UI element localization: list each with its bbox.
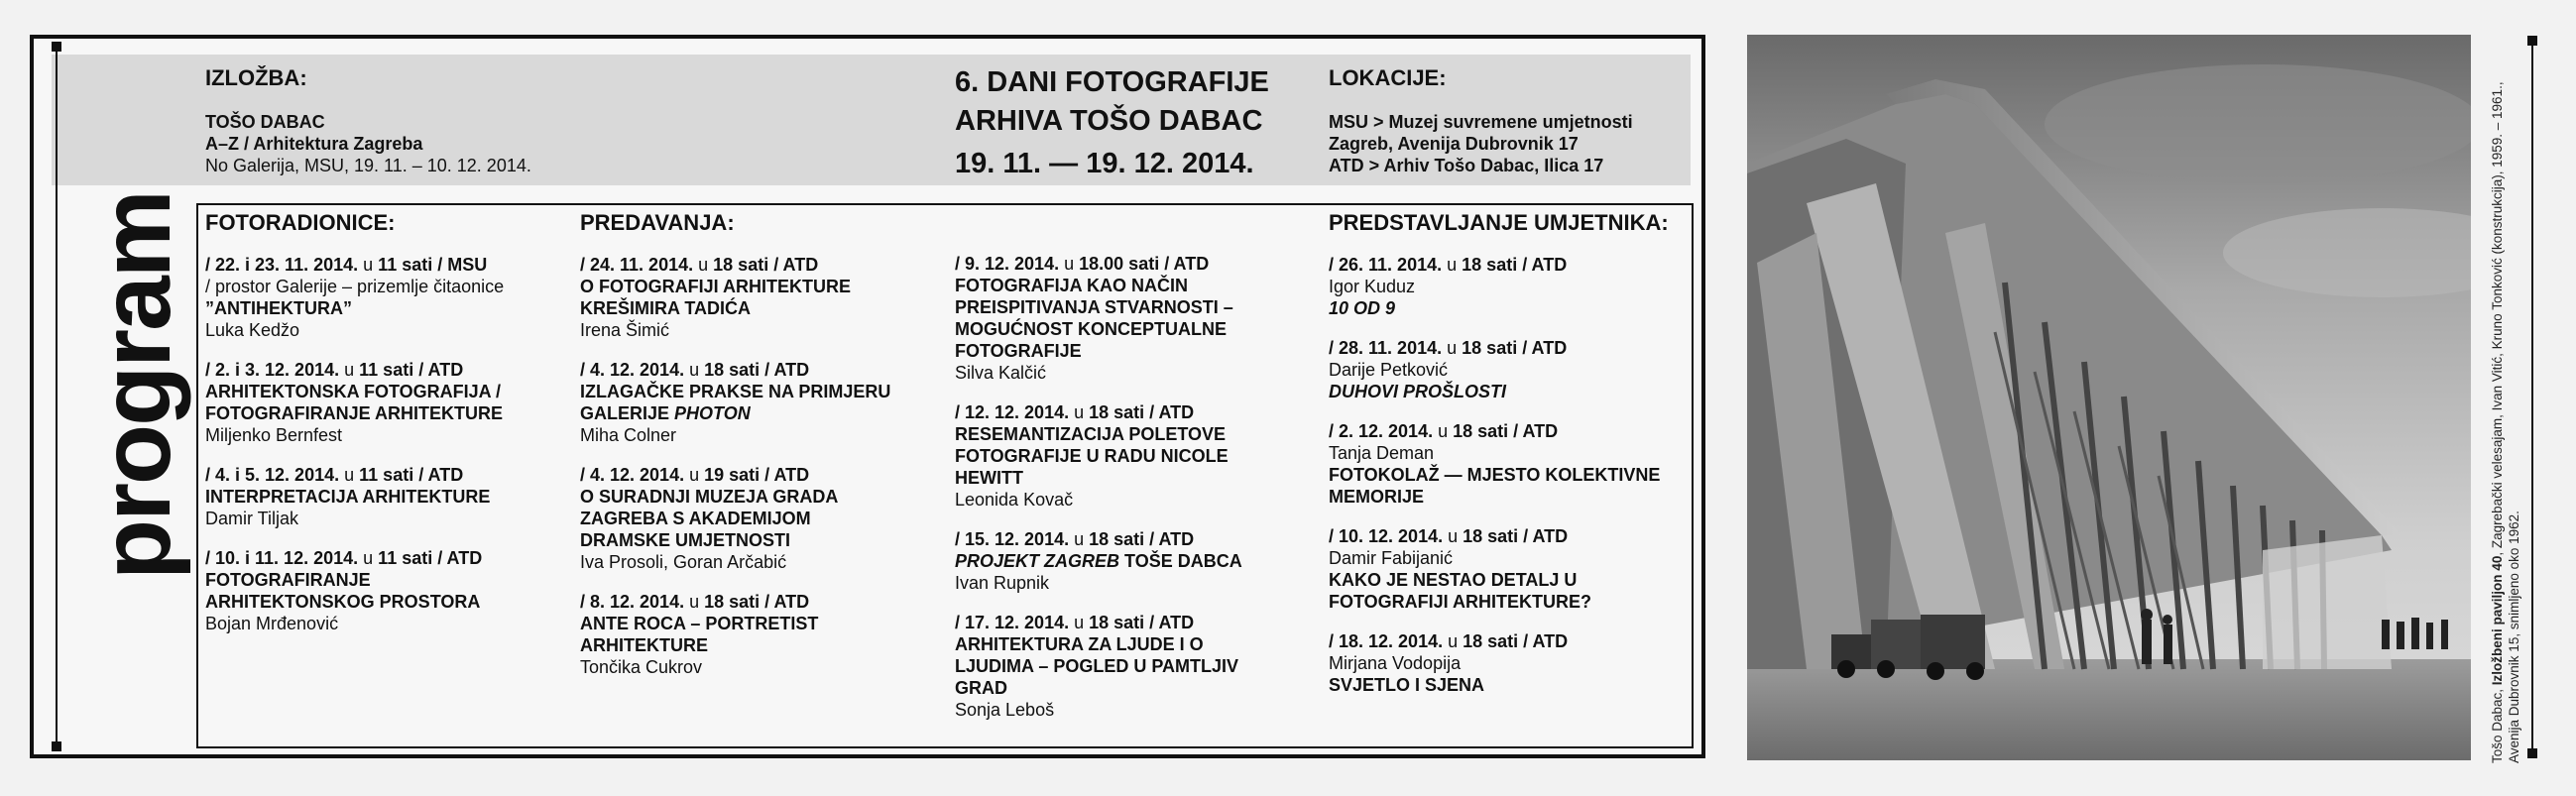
lecture-item: / 8. 12. 2014. u 18 sati / ATD ANTE ROCA – PORTRETIST ARHITEKTURE Tončika Cukrov [580, 592, 819, 677]
exhibition-block [205, 65, 721, 176]
exhibition-place: No Galerija, MSU, 19. 11. – 10. 12. 2014. [205, 156, 531, 175]
location-msu: MSU > Muzej suvremene umjetnosti [1329, 112, 1633, 132]
lectures-column-2 [955, 253, 1312, 739]
lectures-heading: PREDAVANJA: [580, 210, 735, 235]
locations-block [1329, 65, 1686, 176]
lecture-item: / 4. 12. 2014. u 19 sati / ATD O SURADNJI MUZEJA GRADA ZAGREBA S AKADEMIJOM DRAMSKE UMJETNOSTI Iva Prosoli, Goran Arčabić [580, 465, 839, 572]
lecture-item: / 9. 12. 2014. u 18.00 sati / ATD FOTOGRAFIJA KAO NAČIN PREISPITIVANJA STVARNOSTI – MOGUĆNOST KONCEPTUALNE FOTOGRAFIJE Silva Kalčić [955, 254, 1233, 383]
festival-line1: 6. DANI FOTOGRAFIJE [955, 66, 1269, 98]
artists-heading: PREDSTAVLJANJE UMJETNIKA: [1329, 210, 1669, 235]
program-vertical-label: program [80, 191, 191, 580]
artist-item: / 18. 12. 2014. u 18 sati / ATD Mirjana Vodopija SVJETLO I SJENA [1329, 631, 1569, 695]
locations-heading: LOKACIJE: [1329, 65, 1447, 90]
right-rule-bottom-dot [2527, 748, 2537, 758]
exhibition-heading: IZLOŽBA: [205, 65, 307, 90]
right-rule [2531, 38, 2533, 751]
workshop-item: / 4. i 5. 12. 2014. u 11 sati / ATD INTERPRETACIJA ARHITEKTURE Damir Tiljak [205, 465, 491, 528]
festival-block [955, 63, 1292, 183]
lecture-item: / 17. 12. 2014. u 18 sati / ATD ARHITEKTURA ZA LJUDE I O LJUDIMA – POGLED U PAMTLJIV GRAD Sonja Leboš [955, 613, 1239, 720]
exhibition-artist: TOŠO DABAC [205, 112, 325, 132]
left-rule-top-dot [52, 42, 61, 52]
lectures-column [580, 210, 937, 696]
pavilion-photo [1747, 35, 2471, 760]
location-msu-address: Zagreb, Avenija Dubrovnik 17 [1329, 134, 1579, 154]
artist-item: / 10. 12. 2014. u 18 sati / ATD Damir Fabijanić KAKO JE NESTAO DETALJ U FOTOGRAFIJI ARHITEKTURE? [1329, 526, 1591, 612]
artist-item: / 28. 11. 2014. u 18 sati / ATD Darije Petković DUHOVI PROŠLOSTI [1329, 338, 1568, 401]
left-rule [56, 42, 58, 747]
right-rule-top-dot [2527, 36, 2537, 46]
festival-line2: ARHIVA TOŠO DABAC [955, 105, 1263, 137]
lecture-item: / 12. 12. 2014. u 18 sati / ATD RESEMANTIZACIJA POLETOVE FOTOGRAFIJE U RADU NICOLE HEWITT Leonida Kovač [955, 402, 1229, 510]
lecture-item: / 15. 12. 2014. u 18 sati / ATD PROJEKT ZAGREB TOŠE DABCA Ivan Rupnik [955, 529, 1242, 593]
festival-dates: 19. 11. — 19. 12. 2014. [955, 148, 1254, 179]
workshop-item: / 22. i 23. 11. 2014. u 11 sati / MSU / prostor Galerije – prizemlje čitaonice ”ANTIHEKTURA” Luka Kedžo [205, 255, 505, 340]
left-rule-bottom-dot [52, 741, 61, 751]
location-atd: ATD > Arhiv Tošo Dabac, Ilica 17 [1329, 156, 1604, 175]
artist-item: / 2. 12. 2014. u 18 sati / ATD Tanja Deman FOTOKOLAŽ — MJESTO KOLEKTIVNE MEMORIJE [1329, 421, 1661, 507]
workshops-column [205, 210, 562, 652]
workshops-heading: FOTORADIONICE: [205, 210, 396, 235]
workshop-item: / 2. i 3. 12. 2014. u 11 sati / ATD ARHITEKTONSKA FOTOGRAFIJA / FOTOGRAFIRANJE ARHITEKTURE Miljenko Bernfest [205, 360, 504, 445]
exhibition-title: A–Z / Arhitektura Zagreba [205, 134, 423, 154]
artists-column [1329, 210, 1696, 714]
photo-caption: Tošo Dabac, Izložbeni paviljon 40, Zagrebački velesajam, Ivan Vitić, Kruno Tonković (konstrukcija), 1959. – 1961., Avenija Dubrovnik 15, snimljeno oko 1962. [2490, 81, 2521, 763]
workshop-item: / 10. i 11. 12. 2014. u 11 sati / ATD FOTOGRAFIRANJE ARHITEKTONSKOG PROSTORA Bojan Mrđenović [205, 548, 483, 633]
artist-item: / 26. 11. 2014. u 18 sati / ATD Igor Kuduz 10 OD 9 [1329, 255, 1568, 318]
lecture-item: / 4. 12. 2014. u 18 sati / ATD IZLAGAČKE PRAKSE NA PRIMJERU GALERIJE PHOTON Miha Colner [580, 360, 891, 445]
lecture-item: / 24. 11. 2014. u 18 sati / ATD O FOTOGRAFIJI ARHITEKTURE KREŠIMIRA TADIĆA Irena Šimić [580, 255, 852, 340]
